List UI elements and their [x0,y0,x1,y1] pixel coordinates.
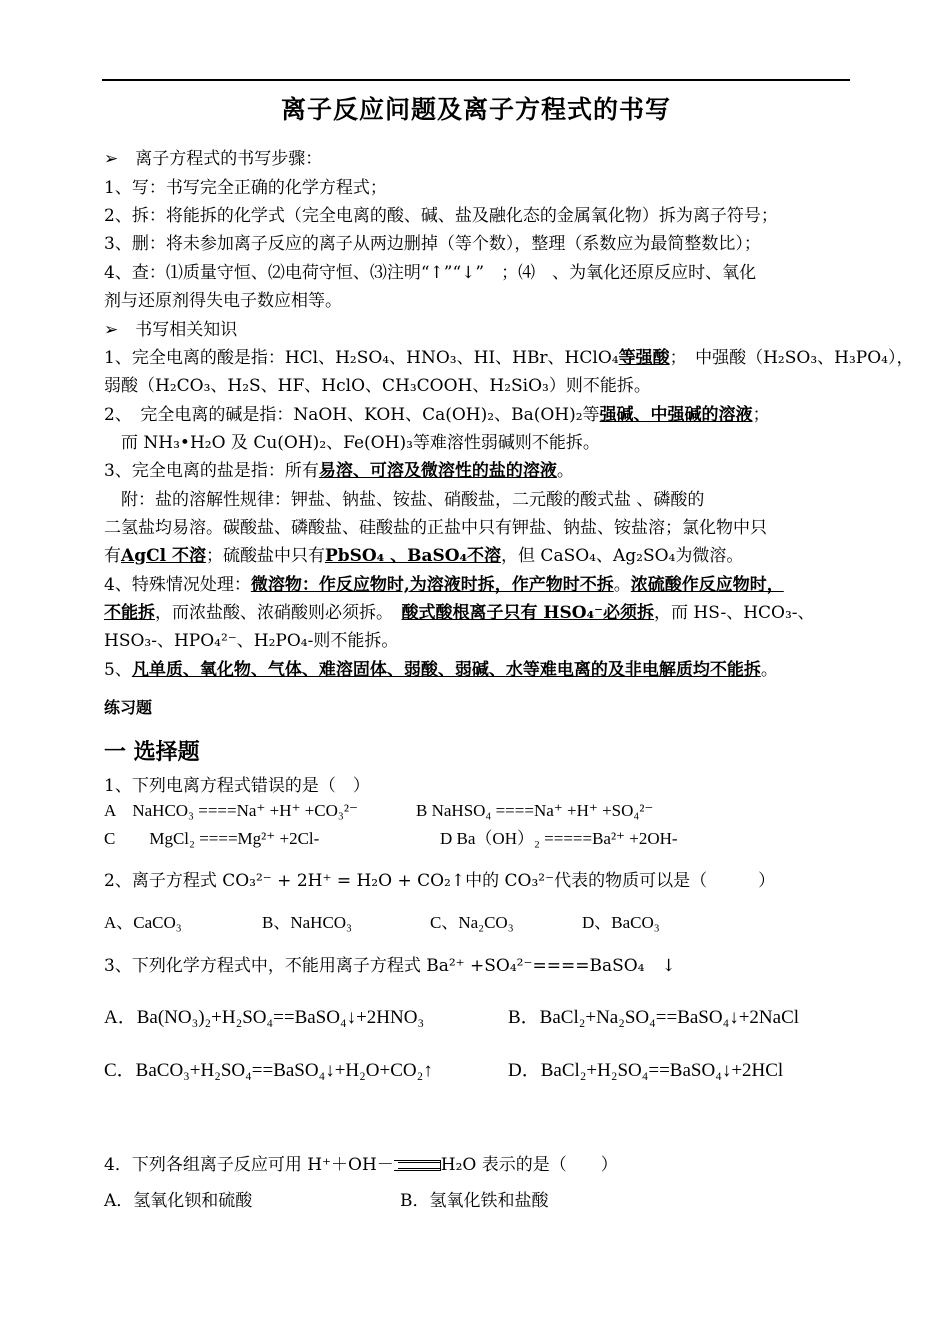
q1-option-a: A NaHCO₃ ====Na⁺ +H⁺ +CO₃²⁻ [104,801,358,820]
q3-option-b: B．BaCl₂+Na₂SO₄==BaSO₄↓+2NaCl [508,1007,800,1028]
acid-text: 1、完全电离的酸是指：HCl、H₂SO₄、HNO₃、HI、HBr、HClO₄ [104,348,619,368]
step-split: 2、拆：将能拆的化学式（完全电离的酸、碱、盐及融化态的金属氧化物）拆为离子符号； [104,206,778,226]
salt-underline: 易溶、可溶及微溶性的盐的溶液 [318,461,557,481]
question-1: 1、下列电离方程式错误的是（ ） [104,776,370,796]
salt4-b: ；硫酸盐中只有 [205,546,325,566]
special-underline-1: 微溶物：作反应物时,为溶液时拆，作产物时不拆 [250,575,614,595]
special-underline-2: 浓硫酸作反应物时， [630,575,784,595]
base-text: 2、 完全电离的碱是指：NaOH、KOH、Ca(OH)₂、Ba(OH)₂等 [104,405,600,425]
special-line-2 [104,603,815,623]
step-delete: 3、删：将未参加离子反应的离子从两边删掉（等个数），整理（系数应为最简整数比）； [104,234,761,254]
equals-box-icon [394,1160,441,1171]
section-title: 一 选择题 [104,739,200,765]
q2-option-b: B、NaHCO₃ [262,913,352,932]
q4-option-b: B．氢氧化铁和盐酸 [400,1191,549,1211]
acid-underline: 等强酸 [618,348,670,368]
practice-label: 练习题 [104,698,153,717]
acid-line-1 [104,348,913,368]
question-4 [104,1155,618,1175]
special-line-3: HSO₃-、HPO₄²⁻、H₂PO₄-则不能拆。 [104,631,399,651]
step-check: 4、查：⑴质量守恒、⑵电荷守恒、⑶注明“↑”“↓” ；⑷ 、为氧化还原反应时、氧化 [104,263,757,283]
question-2: 2、离子方程式 CO₃²⁻ + 2H⁺ = H₂O + CO₂↑中的 CO₃²⁻代表的物质可以是（ ） [104,871,776,891]
q2-option-a: A、CaCO₃ [104,913,182,932]
rule5-underline: 凡单质、氧化物、气体、难溶固体、弱酸、弱碱、水等难电离的及非电解质均不能拆 [131,660,761,680]
acid-mid-acid: ； 中强酸（H₂SO₃、H₃PO₄）， [669,348,914,368]
salt-line-1 [104,461,574,481]
steps-heading: ➢ 离子方程式的书写步骤： [104,149,323,169]
base-line-1 [104,405,770,425]
q3-option-c: C．BaCO₃+H₂SO₄==BaSO₄↓+H₂O+CO₂↑ [104,1060,433,1081]
rule5-a: 5、 [104,660,132,680]
step-write: 1、写：书写完全正确的化学方程式； [104,178,387,198]
pbso4-underline: PbSO₄ 、BaSO₄不溶 [324,546,502,566]
special-underline-3: 不能拆 [104,603,155,623]
special-line-1 [104,575,784,595]
rule5-b: 。 [760,660,778,680]
question-3: 3、下列化学方程式中，不能用离子方程式 Ba²⁺ +SO₄²⁻====BaSO₄ ↓ [104,956,676,976]
base-line-2: 而 NH₃•H₂O 及 Cu(OH)₂、Fe(OH)₃等难溶性弱碱则不能拆。 [104,433,600,453]
q2-option-c: C、Na₂CO₃ [430,913,514,932]
base-tail: ； [752,405,770,425]
q2-option-d: D、BaCO₃ [582,913,660,932]
rule-5 [104,660,778,680]
q3-option-a: A．Ba(NO₃)₂+H₂SO₄==BaSO₄↓+2HNO₃ [104,1007,425,1028]
knowledge-heading: ➢ 书写相关知识 [104,320,238,340]
q4-option-a: A．氢氧化钡和硫酸 [104,1191,253,1211]
q4-pre: 4．下列各组离子反应可用 H⁺＋OH－ [104,1155,394,1175]
q4-post: H₂O 表示的是（ ） [440,1155,618,1175]
special-underline-4: 酸式酸根离子只有 HSO₄⁻必须拆 [401,603,654,623]
acid-line-2: 弱酸（H₂CO₃、H₂S、HF、HclO、CH₃COOH、H₂SiO₃）则不能拆。 [104,376,651,396]
salt4-c: ，但 CaSO₄、Ag₂SO₄为微溶。 [501,546,744,566]
q1-option-d: D Ba（OH）₂ =====Ba²⁺ +2OH- [440,829,678,848]
salt-line-4 [104,546,743,566]
top-rule [102,79,850,81]
special-a: 4、特殊情况处理： [104,575,251,595]
q1-option-c: C MgCl₂ ====Mg²⁺ +2Cl- [104,829,320,848]
special-b: 。 [613,575,631,595]
special-c: ，而浓盐酸、浓硝酸则必须拆。 [155,603,402,623]
agcl-underline: AgCl 不溶 [121,546,206,566]
special-d: ，而 HS-、HCO₃-、 [653,603,815,623]
page-title: 离子反应问题及离子方程式的书写 [280,95,671,124]
q3-option-d: D．BaCl₂+H₂SO₄==BaSO₄↓+2HCl [508,1060,784,1081]
salt-text: 3、完全电离的盐是指：所有 [104,461,319,481]
base-underline: 强碱、中强碱的溶液 [599,405,753,425]
step-check-cont: 剂与还原剂得失电子数应相等。 [104,291,342,311]
salt-line-3: 二氢盐均易溶。碳酸盐、磷酸盐、硅酸盐的正盐中只有钾盐、钠盐、铵盐溶；氯化物中只 [104,518,767,538]
salt-tail: 。 [556,461,574,481]
salt-line-2: 附：盐的溶解性规律：钾盐、钠盐、铵盐、硝酸盐，二元酸的酸式盐 、磷酸的 [104,490,705,510]
q1-option-b: B NaHSO₄ ====Na⁺ +H⁺ +SO₄²⁻ [416,801,654,820]
salt4-a: 有 [104,546,121,566]
